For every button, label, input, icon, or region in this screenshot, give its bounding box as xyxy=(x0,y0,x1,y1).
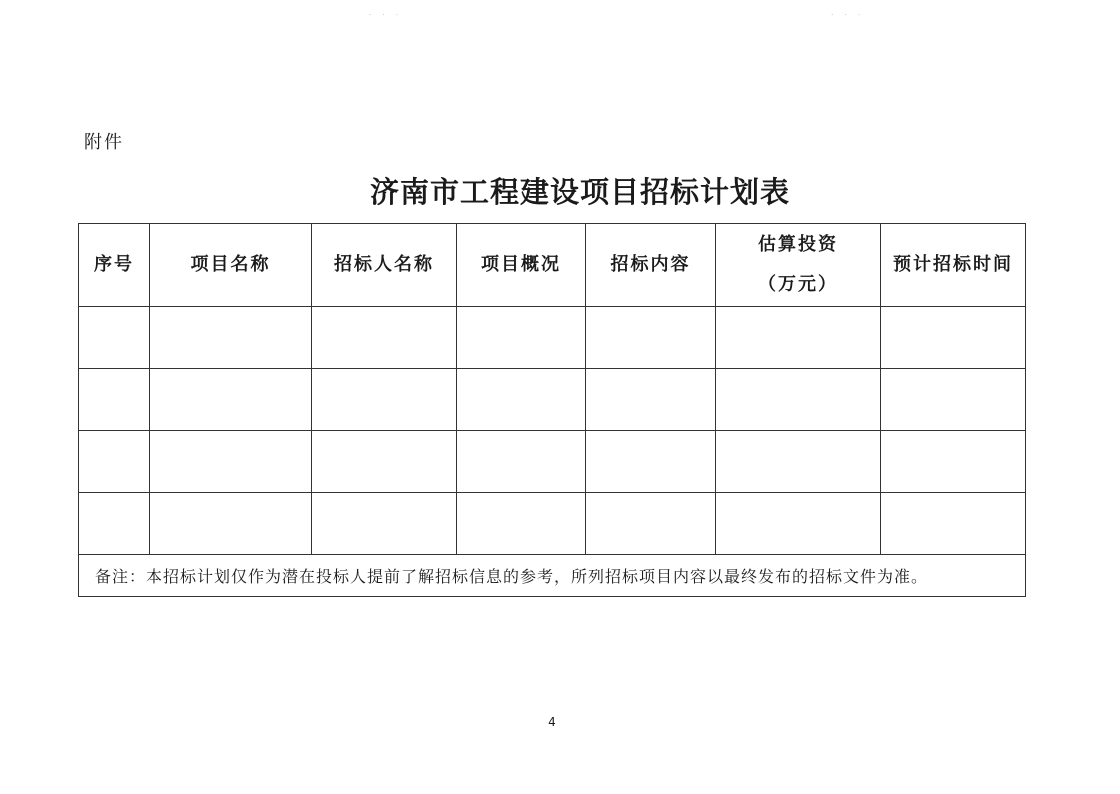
header-label: 招标人名称 xyxy=(334,254,434,275)
table-cell xyxy=(586,493,716,555)
table-cell xyxy=(881,493,1026,555)
note-row xyxy=(79,555,1026,597)
scan-artifact: ˙ ˙ ˙ xyxy=(830,14,865,24)
table-cell xyxy=(79,431,150,493)
table-cell xyxy=(716,493,881,555)
header-project-name xyxy=(150,224,312,307)
table-row xyxy=(79,369,1026,431)
table-cell xyxy=(457,369,586,431)
header-label: 预计招标时间 xyxy=(893,254,1013,275)
header-label: 招标内容 xyxy=(610,254,691,275)
scan-artifact: ˙ ˙ ˙ xyxy=(368,14,403,24)
table-cell xyxy=(586,431,716,493)
tender-plan-table xyxy=(78,223,1026,597)
table-cell xyxy=(716,307,881,369)
header-tender-content xyxy=(586,224,716,307)
table-cell xyxy=(716,369,881,431)
table-cell xyxy=(150,307,312,369)
table-cell xyxy=(312,431,457,493)
table-row xyxy=(79,431,1026,493)
table-cell xyxy=(881,307,1026,369)
table-cell xyxy=(150,431,312,493)
attachment-label: 附件 xyxy=(84,132,124,153)
header-project-overview xyxy=(457,224,586,307)
table-note: 备注：本招标计划仅作为潜在投标人提前了解招标信息的参考，所列招标项目内容以最终发布的招标文件为准。 xyxy=(79,555,1026,597)
table-cell xyxy=(457,431,586,493)
table-row xyxy=(79,493,1026,555)
table-cell xyxy=(79,493,150,555)
table-cell xyxy=(79,369,150,431)
header-label: 估算投资 xyxy=(758,234,838,255)
table-cell xyxy=(312,307,457,369)
table-cell xyxy=(312,493,457,555)
header-tenderer-name xyxy=(312,224,457,307)
header-label: 序号 xyxy=(94,254,134,275)
table-cell xyxy=(586,307,716,369)
table-cell xyxy=(881,431,1026,493)
table-header-row xyxy=(79,224,1026,307)
table-cell xyxy=(150,493,312,555)
header-label: 项目概况 xyxy=(481,254,561,275)
page-number: 4 xyxy=(548,715,556,729)
header-planned-time xyxy=(881,224,1026,307)
table-cell xyxy=(457,493,586,555)
table-cell xyxy=(716,431,881,493)
table-cell xyxy=(150,369,312,431)
table-cell xyxy=(881,369,1026,431)
table-cell xyxy=(457,307,586,369)
table-cell xyxy=(79,307,150,369)
document-title: 济南市工程建设项目招标计划表 xyxy=(369,175,790,209)
header-estimated-investment xyxy=(716,224,881,307)
header-seq xyxy=(79,224,150,307)
table-cell xyxy=(586,369,716,431)
header-label: 项目名称 xyxy=(190,254,271,275)
table-row xyxy=(79,307,1026,369)
table-cell xyxy=(312,369,457,431)
header-unit: （万元） xyxy=(758,274,838,295)
